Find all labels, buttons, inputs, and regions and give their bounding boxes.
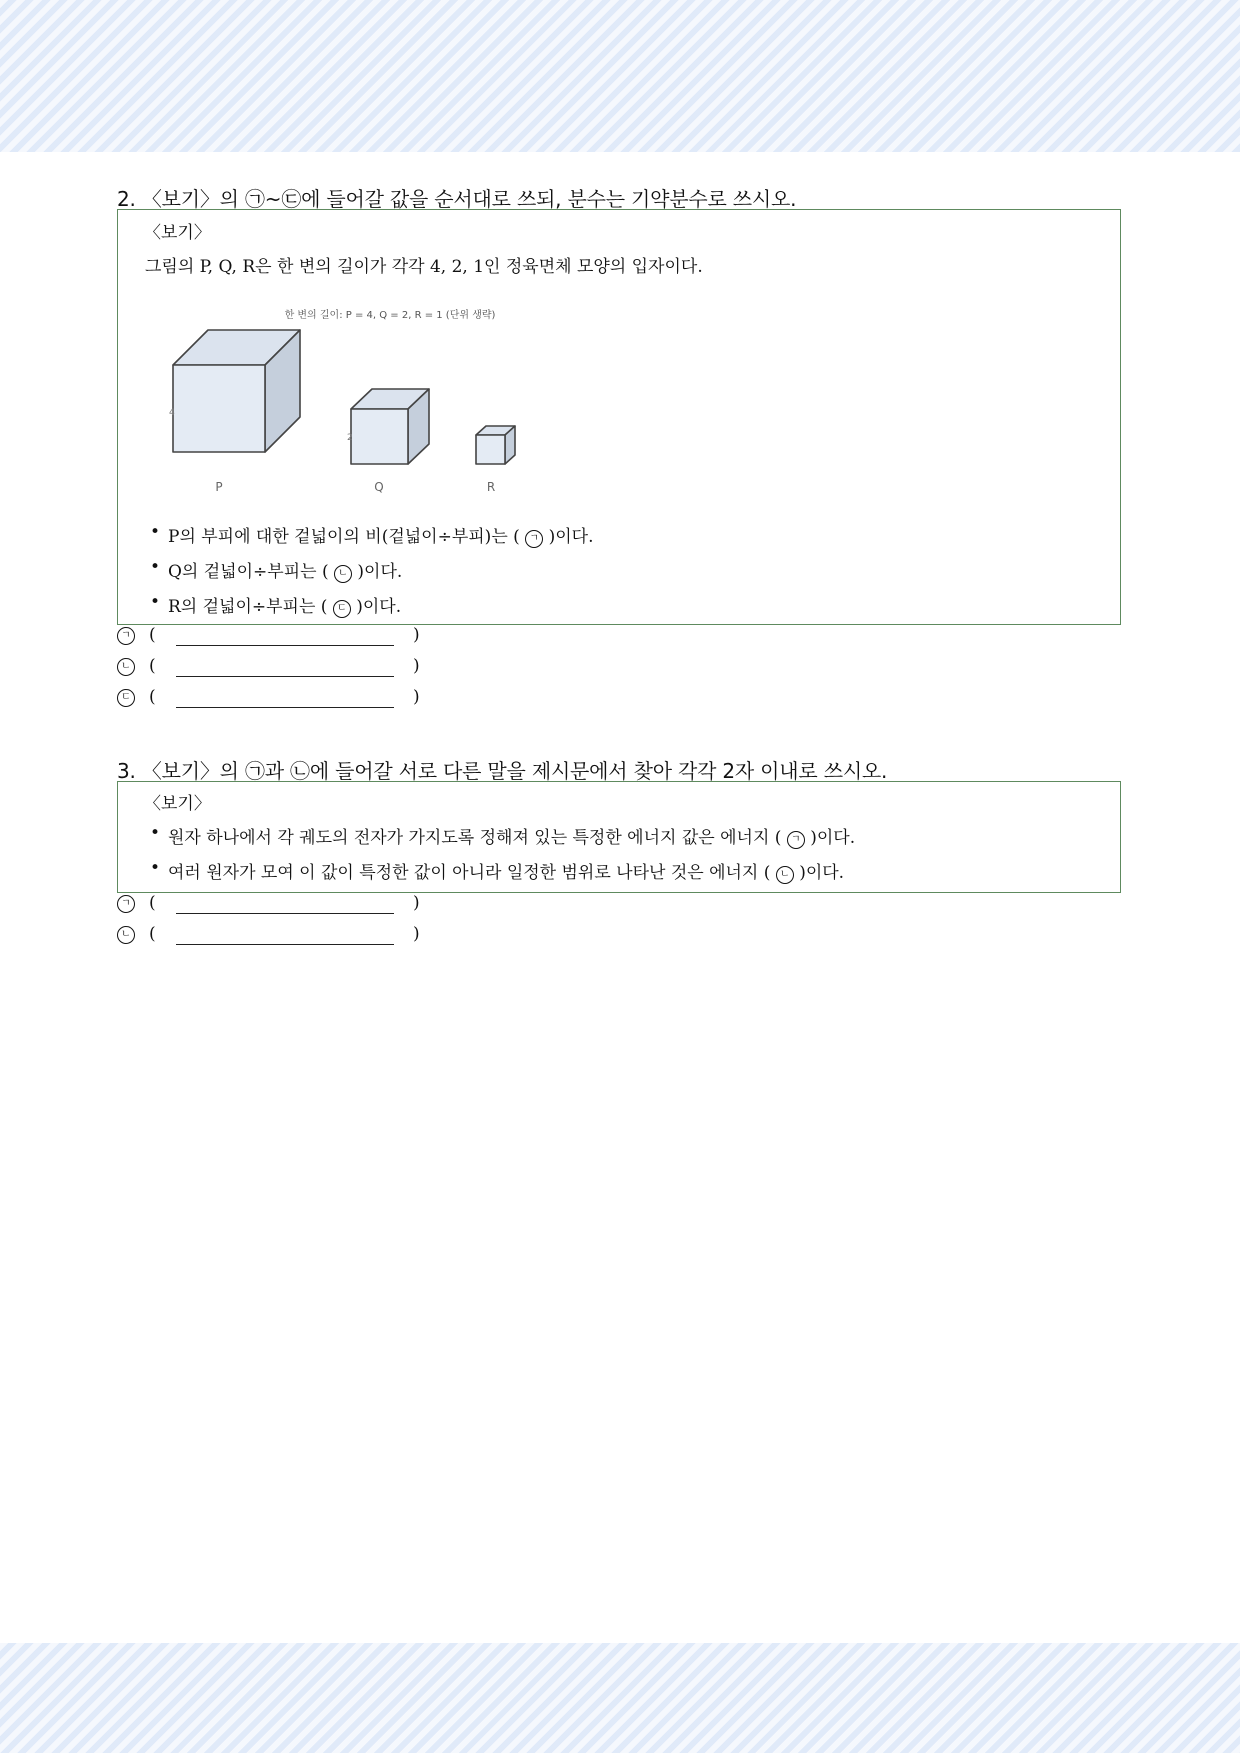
bogi-intro-text: 그림의 P, Q, R은 한 변의 길이가 각각 4, 2, 1인 정육면체 모양의 입자이다. (145, 257, 703, 277)
paren-close: ) (413, 687, 420, 707)
question-3-bogi-box (117, 781, 1121, 893)
answer-row-3[interactable] (117, 687, 447, 711)
bullet-text: R의 겉넓이÷부피는 ( (168, 597, 333, 617)
bullet-text: )이다. (543, 527, 594, 547)
bullet-text: )이다. (351, 562, 403, 582)
paren-close: ) (413, 656, 420, 676)
paren-open: ( (149, 687, 156, 707)
paren-open: ( (149, 924, 156, 944)
question-3-title: 3. 〈보기〉의 ㉠과 ㉡에 들어갈 서로 다른 말을 제시문에서 찾아 각각 2자 이내로 쓰시오. (117, 759, 888, 783)
header-band (0, 0, 1240, 152)
cube-label-r: R (486, 480, 496, 494)
paren-open: ( (149, 656, 156, 676)
cube-r (476, 426, 515, 464)
answer-line[interactable] (176, 707, 394, 708)
bullet-text: )이다. (350, 597, 402, 617)
figure-caption: 한 변의 길이: P = 4, Q = 2, R = 1 (단위 생략) (284, 310, 496, 321)
answer-line[interactable] (176, 944, 394, 945)
answer-marker: ㄴ (117, 658, 135, 676)
bullet-item-r (168, 592, 401, 618)
cube-label-q: Q (374, 480, 384, 494)
blank-marker: ㄴ (776, 866, 794, 884)
cube-p (173, 330, 300, 452)
blank-marker: ㄴ (334, 565, 352, 583)
paren-close: ) (413, 924, 420, 944)
bullet-text: 여러 원자가 모여 이 값이 특정한 값이 아니라 일정한 범위로 나타난 것은 에너지 ( (168, 863, 776, 883)
bullet-item-q (168, 557, 402, 583)
answer-marker: ㄷ (117, 689, 135, 707)
answer-line[interactable] (176, 645, 394, 646)
bullet-text: Q의 겉넓이÷부피는 ( (168, 562, 334, 582)
answer-row-2[interactable] (117, 656, 447, 680)
bogi-label: 〈보기〉 (144, 223, 211, 243)
blank-marker: ㄱ (525, 530, 543, 548)
answer-marker: ㄱ (117, 627, 135, 645)
bogi-label: 〈보기〉 (144, 794, 211, 814)
bullet-text: 원자 하나에서 각 궤도의 전자가 가지도록 정해져 있는 특정한 에너지 값은 에너지 ( (168, 828, 787, 848)
blank-marker: ㄱ (787, 831, 805, 849)
answer-marker: ㄴ (117, 926, 135, 944)
footer-band (0, 1643, 1240, 1753)
bullet-item-1 (168, 823, 855, 849)
paren-close: ) (413, 893, 420, 913)
answer-marker: ㄱ (117, 895, 135, 913)
bullet-text: P의 부피에 대한 겉넓이의 비(겉넓이÷부피)는 ( (168, 527, 526, 547)
answer-row-q3-1[interactable] (117, 893, 447, 917)
cubes-figure (158, 305, 558, 505)
paren-open: ( (149, 893, 156, 913)
paren-close: ) (413, 625, 420, 645)
cube-q (351, 389, 429, 464)
answer-row-q3-2[interactable] (117, 924, 447, 948)
bullet-text: )이다. (804, 828, 856, 848)
blank-marker: ㄷ (333, 600, 351, 618)
cube-label-p: P (215, 480, 223, 494)
answer-line[interactable] (176, 676, 394, 677)
side-label-p: 4 (169, 408, 175, 418)
answer-row-1[interactable] (117, 625, 447, 649)
bullet-item-p (168, 522, 593, 548)
bullet-item-2 (168, 858, 844, 884)
side-label-q: 2 (347, 433, 353, 443)
question-2-title: 2. 〈보기〉의 ㉠~㉢에 들어갈 값을 순서대로 쓰되, 분수는 기약분수로 쓰시오. (117, 187, 797, 211)
paren-open: ( (149, 625, 156, 645)
answer-line[interactable] (176, 913, 394, 914)
question-2-bogi-box (117, 209, 1121, 625)
bullet-text: )이다. (793, 863, 845, 883)
